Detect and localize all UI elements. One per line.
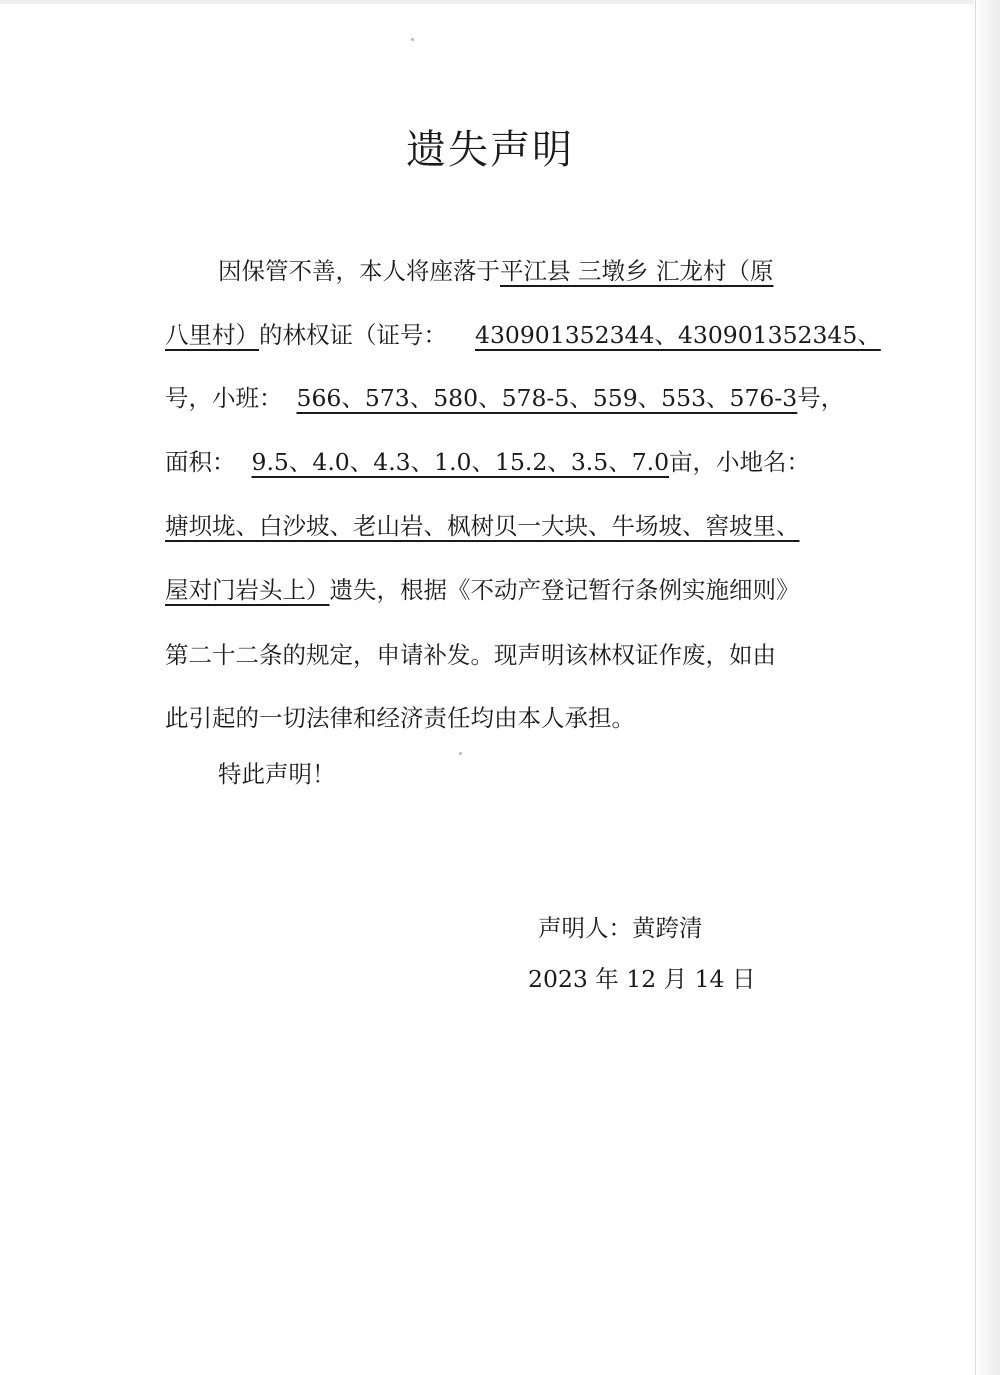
line1-prefix: 因保管不善，本人将座落于 bbox=[218, 257, 500, 285]
areas-field: 9.5、4.0、4.3、1.0、15.2、3.5、7.0 bbox=[251, 448, 670, 476]
declarant-signature: 声明人：黄跨清 bbox=[538, 914, 703, 942]
declaration-date: 2023 年 12 月 14 日 bbox=[528, 965, 756, 993]
body-line-4 bbox=[165, 445, 845, 479]
body-line-6 bbox=[165, 573, 845, 607]
body-line-7: 第二十二条的规定，申请补发。现声明该林权证作废，如由 bbox=[165, 641, 776, 669]
parcel-numbers-field: 566、573、580、578-5、559、553、576-3 bbox=[296, 384, 798, 412]
body-line-2 bbox=[165, 318, 881, 352]
line2-text: 的林权证（证号： bbox=[259, 321, 447, 349]
line6-text: 遗失，根据《不动产登记暂行条例实施细则》 bbox=[329, 576, 800, 604]
location-field: 平江县 三墩乡 汇龙村（原 bbox=[500, 257, 774, 285]
body-line-3 bbox=[165, 381, 845, 415]
line4-suffix: 亩，小地名： bbox=[669, 448, 811, 476]
scan-speck bbox=[459, 752, 462, 755]
line3-text: 号，小班： bbox=[165, 384, 283, 412]
closing-statement: 特此声明！ bbox=[218, 760, 336, 788]
scan-edge-top bbox=[0, 0, 1000, 4]
scan-speck bbox=[411, 38, 414, 41]
body-line-8: 此引起的一切法律和经济责任均由本人承担。 bbox=[165, 704, 635, 732]
body-line-5 bbox=[165, 509, 845, 543]
page-title: 遗失声明 bbox=[406, 127, 574, 173]
location-field-end: 八里村） bbox=[165, 321, 259, 349]
line3-suffix: 号， bbox=[797, 384, 845, 412]
cert-numbers-field: 430901352344、430901352345、 bbox=[475, 321, 881, 349]
body-line-1 bbox=[218, 254, 898, 288]
scan-edge-right bbox=[974, 0, 1000, 1375]
line4-text: 面积： bbox=[165, 448, 236, 476]
place-names-field-end: 屋对门岩头上） bbox=[165, 576, 330, 604]
place-names-field: 塘坝垅、白沙坡、老山岩、枫树贝一大块、牛场坡、窖坡里、 bbox=[165, 512, 800, 540]
scan-edge-line bbox=[975, 0, 976, 1375]
